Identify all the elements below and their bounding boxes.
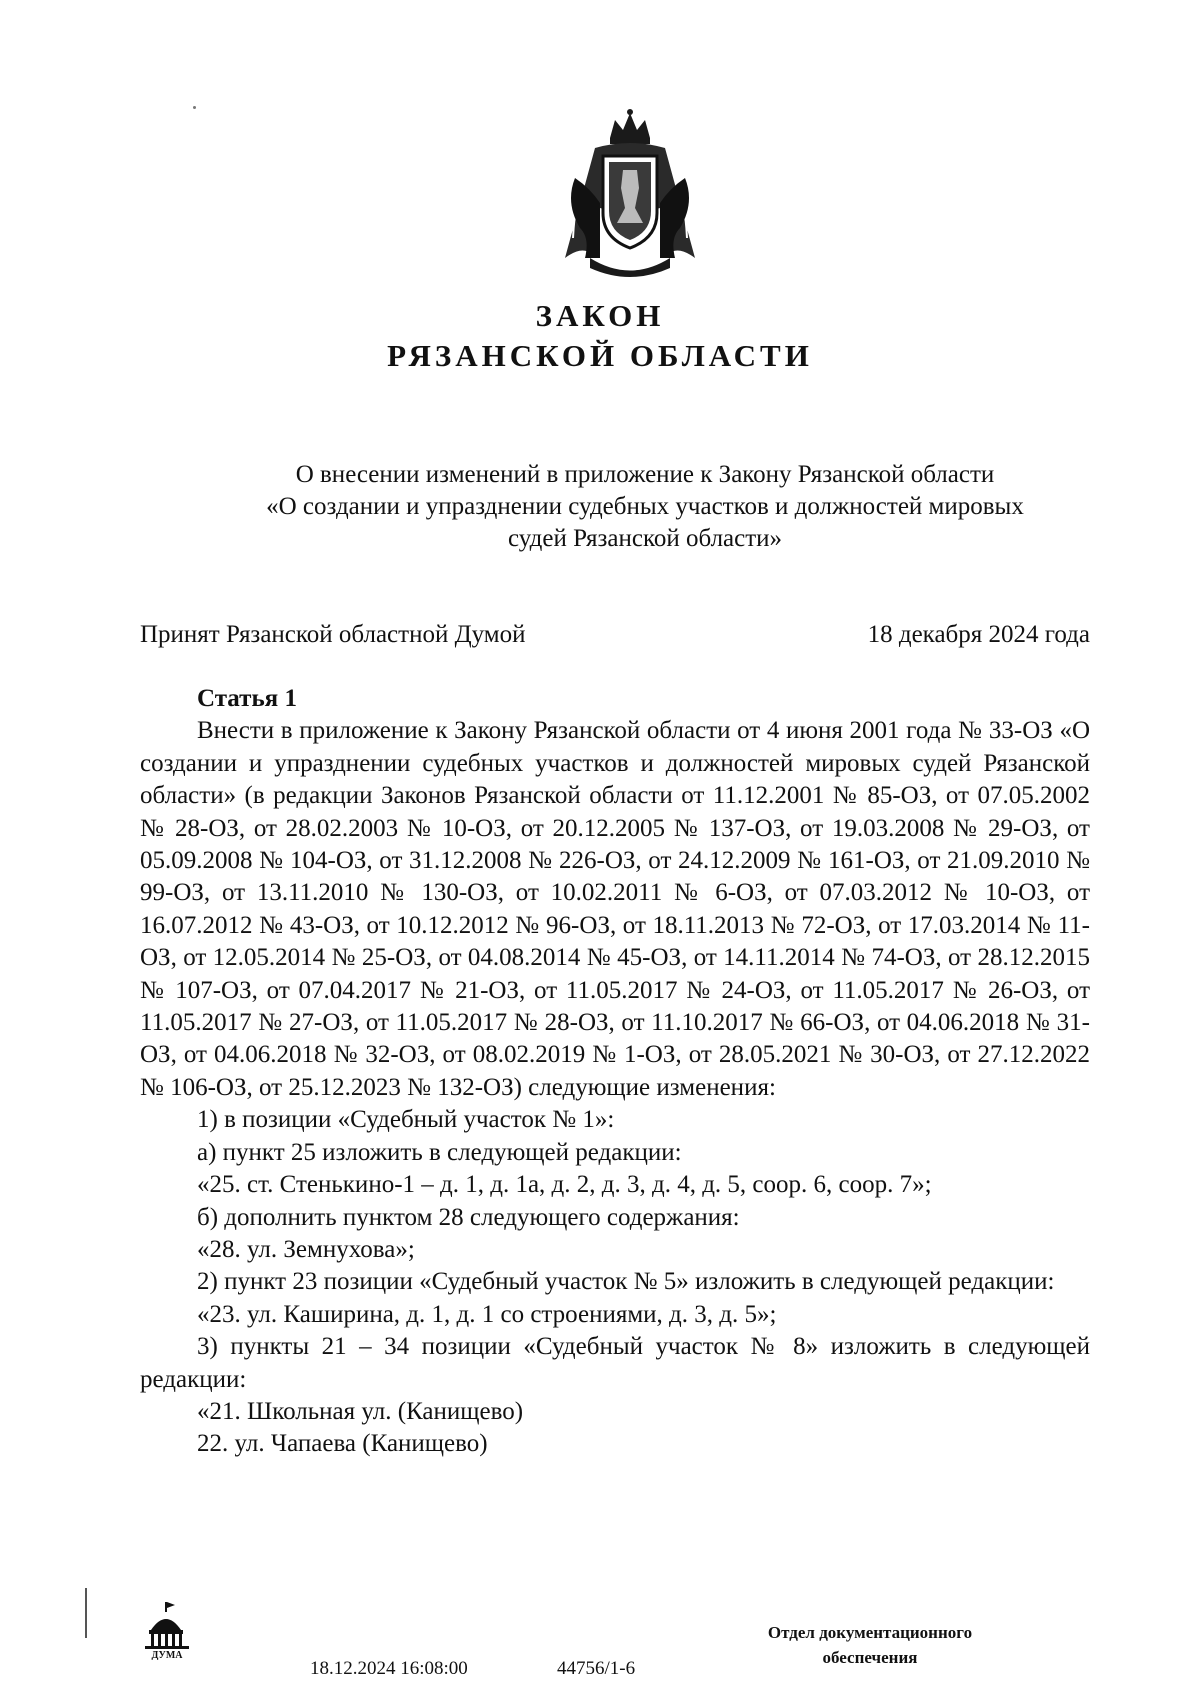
article-body: [140, 683, 1090, 1461]
amendment-item: 2) пункт 23 позиции «Судебный участок № 5» изложить в следующей редакции:: [197, 1268, 1055, 1296]
amendment-text: «21. Школьная ул. (Канищево): [197, 1397, 524, 1425]
amendment-item: 1) в позиции «Судебный участок № 1»:: [197, 1106, 615, 1134]
adopted-date: 18 декабря 2024 года: [867, 621, 1090, 648]
subject-line: «О создании и упразднении судебных участков и должностей мировых: [266, 493, 1024, 520]
amendment-text: «23. ул. Каширина, д. 1, д. 1 со строениями, д. 3, д. 5»;: [197, 1300, 777, 1328]
coat-of-arms-icon: [555, 108, 705, 283]
adopted-by: Принят Рязанской областной Думой: [140, 621, 526, 648]
dept-line: Отдел документационного: [767, 1623, 973, 1642]
law-title: ЗАКОН: [535, 298, 665, 333]
amendment-item: 3) пункты 21 – 34 позиции «Судебный участок № 8» изложить в следующей редакции:: [140, 1333, 1090, 1393]
footer-reg-number: 44756/1-6: [557, 1658, 636, 1679]
amendment-item: а) пункт 25 изложить в следующей редакции:: [197, 1138, 682, 1166]
amendment-item: б) дополнить пунктом 28 следующего содержания:: [197, 1203, 740, 1231]
logo-text: ДУМА: [151, 1650, 183, 1660]
article-intro: Внести в приложение к Закону Рязанской области от 4 июня 2001 года № 33-ОЗ «О создании и упразднении судебных участков и должностей мировых судей Рязанской области» (в редакции Законов Рязанской области от 11.12.2001 № 85-ОЗ, от 07.05.2002 № 28-ОЗ, от 28.02.2003 № 10-ОЗ, от 20.12.2005 № 137-ОЗ, от 19.03.2008 № 29-ОЗ, от 05.09.2008 № 104-ОЗ, от 31.12.2008 № 226-ОЗ, от 24.12.2009 № 161-ОЗ, от 21.09.2010 № 99-ОЗ, от 13.11.2010 № 130-ОЗ, от 10.02.2011 № 6-ОЗ, от 07.03.2012 № 10-ОЗ, от 16.07.2012 № 43-ОЗ, от 10.12.2012 № 96-ОЗ, от 18.11.2013 № 72-ОЗ, от 17.03.2014 № 11-ОЗ, от 12.05.2014 № 25-ОЗ, от 04.08.2014 № 45-ОЗ, от 14.11.2014 № 74-ОЗ, от 28.12.2015 № 107-ОЗ, от 07.04.2017 № 21-ОЗ, от 11.05.2017 № 24-ОЗ, от 11.05.2017 № 26-ОЗ, от 11.05.2017 № 27-ОЗ, от 11.05.2017 № 28-ОЗ, от 11.10.2017 № 66-ОЗ, от 04.06.2018 № 31-ОЗ, от 04.06.2018 № 32-ОЗ, от 08.02.2019 № 1-ОЗ, от 28.05.2021 № 30-ОЗ, от 27.12.2022 № 106-ОЗ, от 25.12.2023 № 132-ОЗ) следующие изменения:: [140, 717, 1090, 1101]
article-title: Статья 1: [197, 685, 297, 712]
subject-line: О внесении изменений в приложение к Закону Рязанской области: [295, 461, 995, 488]
dept-line: обеспечения: [822, 1648, 918, 1667]
amendment-item: «28. ул. Земнухова»;: [197, 1235, 415, 1263]
footer-department: [720, 1620, 1020, 1670]
law-subject: [200, 459, 1090, 555]
amendment-text: 22. ул. Чапаева (Канищево): [197, 1430, 488, 1458]
law-region: РЯЗАНСКОЙ ОБЛАСТИ: [387, 338, 813, 373]
scan-margin-mark: [85, 1588, 87, 1638]
scan-dot: [193, 106, 196, 109]
amendment-item: «25. ст. Стенькино-1 – д. 1, д. 1а, д. 2, д. 3, д. 4, д. 5, соор. 6, соор. 7»;: [197, 1171, 932, 1199]
subject-line: судей Рязанской области»: [507, 525, 783, 552]
duma-logo-icon: [141, 1600, 197, 1660]
footer-timestamp: 18.12.2024 16:08:00: [310, 1658, 468, 1679]
